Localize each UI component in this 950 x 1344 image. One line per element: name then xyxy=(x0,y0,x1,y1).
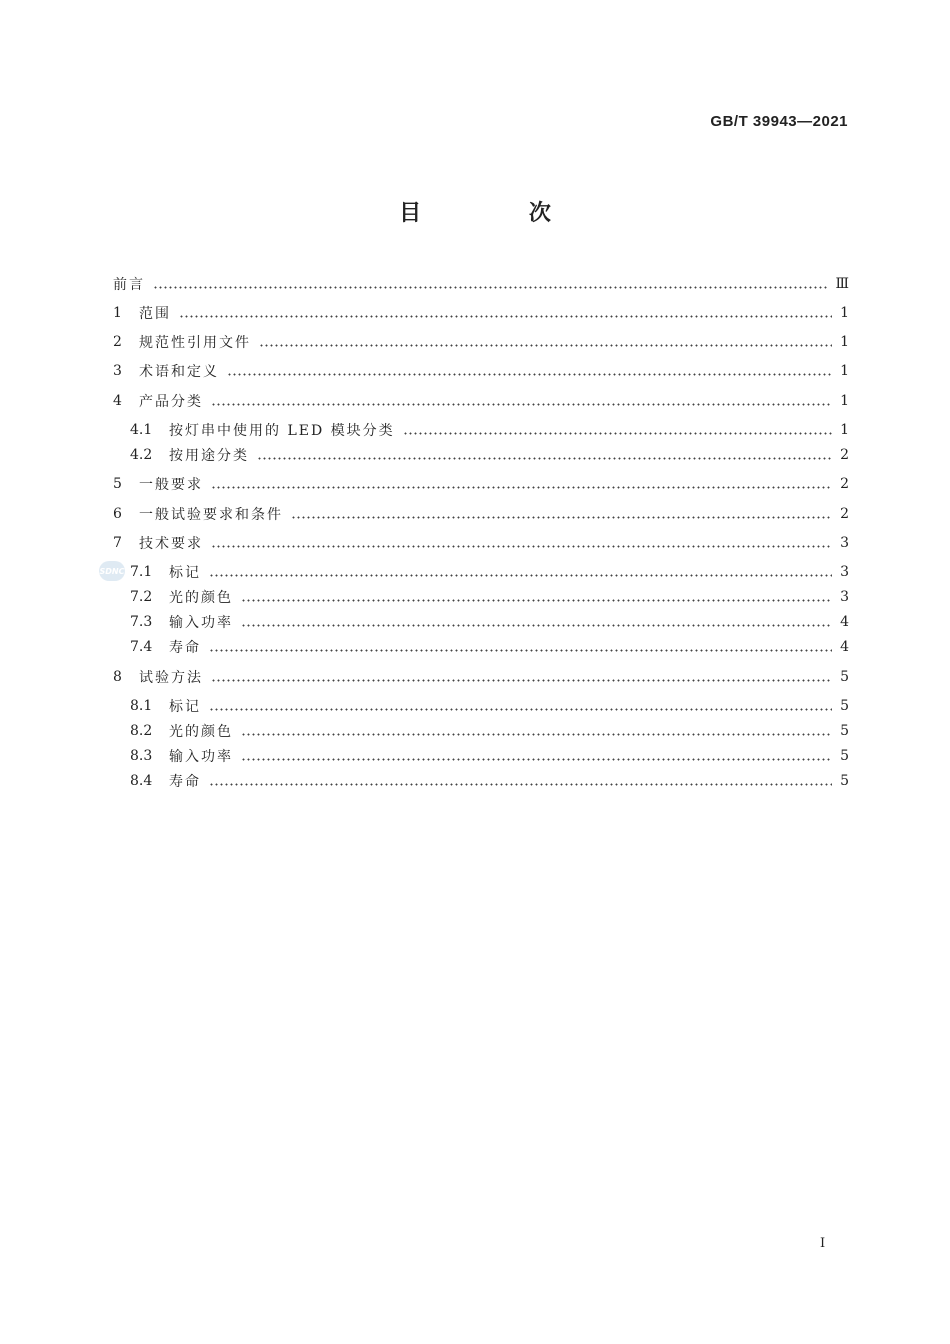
toc-number: 7.4 xyxy=(130,639,153,655)
toc-number: 7.2 xyxy=(130,589,153,605)
standard-number: GB/T 39943—2021 xyxy=(710,113,848,130)
toc-entry-2[interactable] xyxy=(113,332,849,352)
toc-number: 3 xyxy=(113,363,122,379)
page-number: I xyxy=(820,1236,826,1251)
toc-page: 4 xyxy=(840,639,849,655)
toc-number: 8.4 xyxy=(130,773,153,789)
toc-entry-5[interactable] xyxy=(113,474,849,494)
toc-entry-7-2[interactable] xyxy=(130,587,849,607)
dot-leader xyxy=(257,457,832,460)
dot-leader xyxy=(211,403,832,406)
toc-entry-7-4[interactable] xyxy=(130,637,849,657)
toc-page: 5 xyxy=(840,698,849,714)
toc-entry-6[interactable] xyxy=(113,504,849,524)
toc-label: 输入功率 xyxy=(169,615,233,631)
toc-page: 5 xyxy=(840,669,849,685)
toc-label: 标记 xyxy=(169,565,201,581)
toc-page: 1 xyxy=(840,305,849,321)
toc-entry-3[interactable] xyxy=(113,361,849,381)
dot-leader xyxy=(209,574,832,577)
toc-page: 5 xyxy=(840,773,849,789)
toc-label: 光的颜色 xyxy=(169,590,233,606)
toc-page: 2 xyxy=(840,447,849,463)
dot-leader xyxy=(209,708,832,711)
toc-number: 8.3 xyxy=(130,748,153,764)
toc-page: 4 xyxy=(840,614,849,630)
dot-leader xyxy=(211,486,832,489)
toc-page: 3 xyxy=(840,564,849,580)
toc-entry-4-2[interactable] xyxy=(130,445,849,465)
toc-page: 2 xyxy=(840,476,849,492)
toc-number: 6 xyxy=(113,506,122,522)
toc-entry-8-1[interactable] xyxy=(130,696,849,716)
toc-number: 4 xyxy=(113,393,122,409)
toc-page: 2 xyxy=(840,506,849,522)
toc-number: 2 xyxy=(113,334,122,350)
toc-page: 1 xyxy=(840,422,849,438)
toc-label: 寿命 xyxy=(169,774,201,790)
toc-page: 5 xyxy=(840,748,849,764)
toc-label: 标记 xyxy=(169,699,201,715)
toc-label: 术语和定义 xyxy=(139,364,219,380)
toc-entry-foreword[interactable] xyxy=(113,274,849,294)
toc-page: Ⅲ xyxy=(835,276,849,292)
toc-number: 8 xyxy=(113,669,122,685)
dot-leader xyxy=(179,315,832,318)
dot-leader xyxy=(259,344,832,347)
toc-label: 寿命 xyxy=(169,640,201,656)
toc-label: 前言 xyxy=(113,277,145,293)
toc-label: 输入功率 xyxy=(169,749,233,765)
toc-number: 7.3 xyxy=(130,614,153,630)
toc-page: 3 xyxy=(840,535,849,551)
toc-entry-8-4[interactable] xyxy=(130,771,849,791)
toc-number: 7.1 xyxy=(130,564,153,580)
dot-leader xyxy=(241,624,832,627)
toc-label: 按用途分类 xyxy=(169,448,249,464)
toc-number: 5 xyxy=(113,476,122,492)
dot-leader xyxy=(227,373,832,376)
toc-label: 按灯串中使用的 LED 模块分类 xyxy=(169,423,395,439)
dot-leader xyxy=(153,286,827,289)
dot-leader xyxy=(403,432,832,435)
watermark-logo: SDNC xyxy=(99,561,125,581)
toc-entry-4-1[interactable] xyxy=(130,420,849,440)
toc-page: 1 xyxy=(840,363,849,379)
toc-entry-7[interactable] xyxy=(113,533,849,553)
toc-label: 技术要求 xyxy=(139,536,203,552)
toc-label: 试验方法 xyxy=(139,670,203,686)
toc-label: 一般要求 xyxy=(139,477,203,493)
toc-page: 5 xyxy=(840,723,849,739)
toc-number: 8.2 xyxy=(130,723,153,739)
dot-leader xyxy=(209,649,832,652)
toc-page: 3 xyxy=(840,589,849,605)
toc-label: 产品分类 xyxy=(139,394,203,410)
toc-label: 一般试验要求和条件 xyxy=(139,507,283,523)
dot-leader xyxy=(241,599,832,602)
toc-entry-7-3[interactable] xyxy=(130,612,849,632)
dot-leader xyxy=(241,733,832,736)
toc-page: 1 xyxy=(840,393,849,409)
toc-number: 4.1 xyxy=(130,422,153,438)
toc-title: 目 次 xyxy=(399,201,601,226)
toc-entry-4[interactable] xyxy=(113,391,849,411)
toc-number: 4.2 xyxy=(130,447,153,463)
toc-number: 1 xyxy=(113,305,122,321)
dot-leader xyxy=(209,783,832,786)
dot-leader xyxy=(211,679,832,682)
toc-label: 规范性引用文件 xyxy=(139,335,251,351)
toc-entry-8[interactable] xyxy=(113,667,849,687)
dot-leader xyxy=(291,516,832,519)
toc-number: 8.1 xyxy=(130,698,153,714)
toc-label: 光的颜色 xyxy=(169,724,233,740)
toc-entry-7-1[interactable] xyxy=(130,562,849,582)
dot-leader xyxy=(241,758,832,761)
toc-page: 1 xyxy=(840,334,849,350)
dot-leader xyxy=(211,545,832,548)
toc-entry-8-2[interactable] xyxy=(130,721,849,741)
toc-entry-1[interactable] xyxy=(113,303,849,323)
toc-label: 范围 xyxy=(139,306,171,322)
toc-number: 7 xyxy=(113,535,122,551)
toc-entry-8-3[interactable] xyxy=(130,746,849,766)
